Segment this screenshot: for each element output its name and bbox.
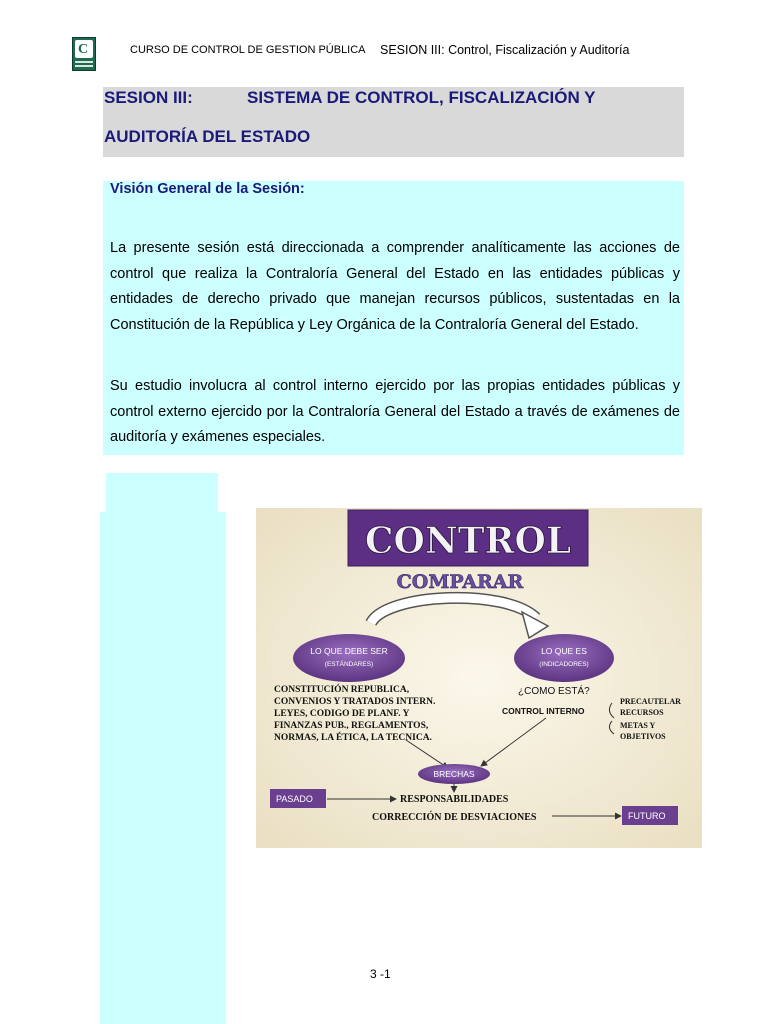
goal-item: METAS Y (620, 721, 656, 730)
standards-item: LEYES, CODIGO DE PLANF. Y (274, 709, 410, 719)
brechas-label: BRECHAS (433, 769, 475, 779)
standards-item: NORMAS, LA ÉTICA, LA TECNICA. (274, 733, 432, 743)
goal-item: PRECAUTELAR (620, 697, 681, 706)
standards-item: CONVENIOS Y TRATADOS INTERN. (274, 697, 436, 707)
control-interno-label: CONTROL INTERNO (502, 706, 585, 716)
logo-letter: C (78, 42, 89, 57)
comparar-subtitle: COMPARAR (396, 571, 524, 593)
overview-paragraph-1: La presente sesión está direccionada a comprender analíticamente las acciones de control que realiza la Contraloría General del Estado en las entidades públicas y entidades de derecho privado que manejan recursos públicos, sustentadas en la Constitución de la República y Ley Orgánica de la Contraloría General del Estado. (110, 240, 680, 333)
goal-item: OBJETIVOS (620, 732, 666, 741)
correccion-label: CORRECCIÓN DE DESVIACIONES (372, 812, 537, 823)
standards-label: LO QUE DEBE SER (310, 646, 388, 656)
pasado-label: PASADO (276, 794, 313, 804)
header-session-title: SESION III: Control, Fiscalización y Auditoría (380, 43, 630, 57)
standards-item: FINANZAS PUB., REGLAMENTOS, (274, 721, 429, 731)
header-course-title: CURSO DE CONTROL DE GESTION PÚBLICA (130, 44, 366, 56)
futuro-label: FUTURO (628, 811, 666, 821)
como-esta-question: ¿COMO ESTÁ? (518, 686, 590, 697)
decorative-sidebar (100, 512, 226, 1024)
standards-oval (293, 634, 405, 682)
responsabilidades-label: RESPONSABILIDADES (400, 794, 509, 805)
standards-item: CONSTITUCIÓN REPUBLICA, (274, 685, 410, 695)
control-title: CONTROL (364, 520, 572, 562)
indicators-label: LO QUE ES (541, 646, 587, 656)
page-number: 3 -1 (370, 967, 391, 981)
session-label: SESION III: (104, 88, 193, 107)
standards-sublabel: (ESTÁNDARES) (324, 661, 374, 668)
control-diagram (256, 508, 702, 848)
overview-heading: Visión General de la Sesión: (110, 181, 305, 197)
session-title-line1: SISTEMA DE CONTROL, FISCALIZACIÓN Y (247, 88, 596, 107)
indicators-oval (514, 634, 614, 682)
overview-paragraph-2: Su estudio involucra al control interno ejercido por las propias entidades públicas y control externo ejercido por la Contraloría General del Estado a través de exámenes de auditoría y exámenes especiales. (110, 378, 680, 445)
goal-item: RECURSOS (620, 708, 664, 717)
indicators-sublabel: (INDICADORES) (539, 661, 589, 668)
institution-logo (72, 37, 96, 71)
session-title-line2: AUDITORÍA DEL ESTADO (104, 127, 311, 146)
